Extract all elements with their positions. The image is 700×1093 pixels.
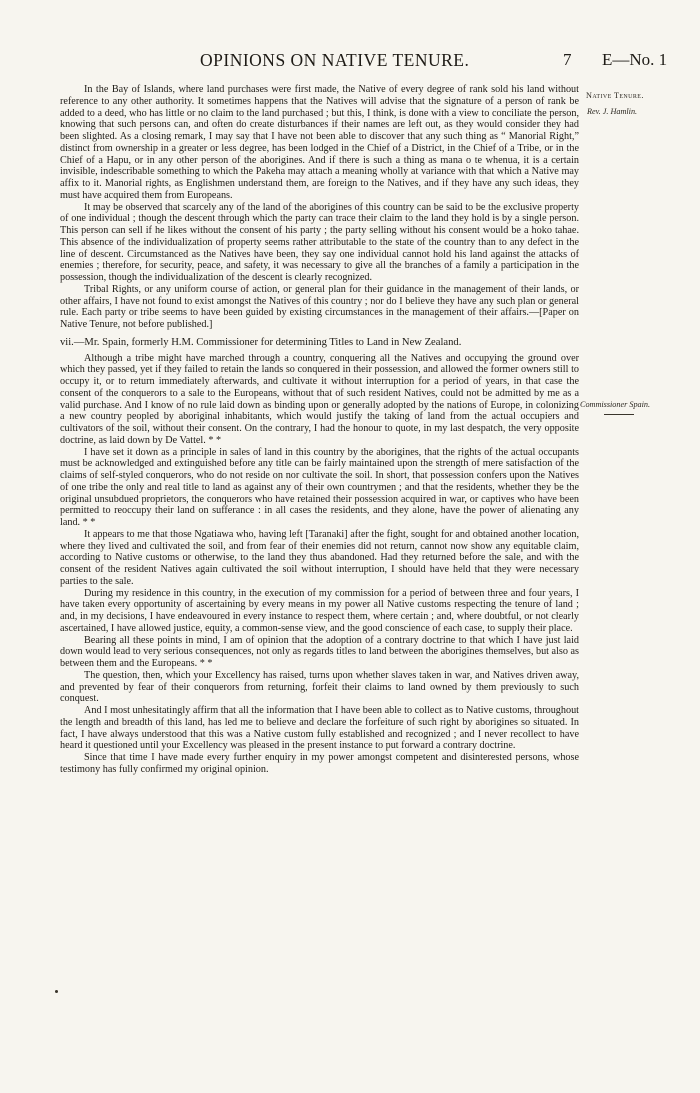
margin-note-hamlin: Rev. J. Hamlin. — [587, 107, 638, 116]
margin-note-native-tenure: Native Tenure. — [586, 91, 644, 100]
paragraph: Since that time I have made every further enquiry in my power amongst competent and disinterested persons, whose testimony has fully confirmed my original opinion. — [60, 752, 579, 775]
paragraph: It may be observed that scarcely any of the land of the aborigines of this country can be said to be the exclusive property of one individual ; though the descent through which the party can trace their claim to the land they hold is by a single person. This person can sell if he likes without the consent of his party ; the party selling without his consent would be a hoko tahae. This absence of the individualization of property seems rather attributable to the state of the country than to any defect in the line of descent. Circumstanced as the Natives have been, they say one individual cannot hold his land against the attacks of enemies ; therefore, for security, peace, and safety, it was necessary to give all the branches of a family a participation in the possession, though the individualization of the descent is clearly recognized. — [60, 201, 579, 283]
margin-note-spain: Commissioner Spain. — [580, 400, 651, 409]
paragraph: And I most unhesitatingly affirm that all the information that I have been able to collect as to Native customs, throughout the length and breadth of this land, has led me to believe and declare the forfeiture of such right by aborigines so situated. In fact, I have always understood that this was a Native custom fully established and recognized ; and I never recollect to have heard it questioned until your Excellency was pleased in the present instance to put forward a contrary doctrine. — [60, 705, 579, 752]
document-reference: E—No. 1 — [602, 50, 668, 69]
paragraph: Bearing all these points in mind, I am of opinion that the adoption of a contrary doctrine to that which I have just laid down would lead to very serious consequences, not only as regards titles to land between the aborigines themselves, but also as between them and the Europeans. * * — [60, 634, 579, 669]
margin-rule — [604, 414, 634, 415]
paragraph: During my residence in this country, in the execution of my commission for a period of between three and four years, I have taken every opportunity of ascertaining by every means in my power all Native customs respecting the tenure of land ; and, in my decisions, I have endeavoured in every instance to respect them, where certain ; and, where doubtful, or not clearly ascertained, I have allowed justice, equity, a common-sense view, and the good conscience of each case, to supply their place. — [60, 587, 579, 634]
page-number: 7 — [563, 50, 572, 69]
paragraph: In the Bay of Islands, where land purchases were first made, the Native of every degree of rank sold his land without reference to any other authority. It sometimes happens that the Natives will advise that the signature of a person of rank be added to a deed, who has little or no claim to the land purchased ; but this, I think, is done with a view to conciliate the person, knowing that such persons can, and often do create disturbances if their names are left out, as they would consider they had been slighted. As a closing remark, I may say that I have not been able to discover that any such thing as “ Manorial Right,” distinct from ownership in a greater or less degree, has been lodged in the Chief of a District, in the Chief of a Tribe, or in the Chief of a Hapu, or in any other person of the aborigines. And if there is such a thing as mana o te whenua, it is a certain invisible, indescribable something to which the Pakeha may attach a meaning wholly at variance with that which a Native may affix to it. Manorial rights, as Englishmen understand them, are foreign to the Natives, and if they have any such ideas, they must have acquired them from Europeans. — [60, 84, 579, 201]
paragraph: Although a tribe might have marched through a country, conquering all the Natives and occupying the ground over which they passed, yet if they failed to retain the lands so conquered in their possession, and allowed the former owners still to occupy it, or to return immediately afterwards, and cultivate it without interruption for a period of years, in that case the consent of the conquerors to a sale to the Europeans, without that of such resident Natives, could not be admitted by me as a valid purchase. And I know of no rule laid down as binding upon or generally adopted by the nations of Europe, in colonizing a new country peopled by aboriginal inhabitants, which would justify the taking of land from the actual occupiers and cultivators of the soil, without their consent. On the contrary, I had the honour to quote, in my last despatch, the very opposite doctrine, as laid down by De Vattel. * * — [60, 352, 579, 446]
paragraph: It appears to me that those Ngatiawa who, having left [Taranaki] after the fight, sought for and obtained another location, where they lived and cultivated the soil, and from fear of their enemies did not return, cannot now show any equitable claim, according to Native customs or otherwise, to the land they thus abandoned. Had they returned before the sale, and with the consent of the resident Natives again cultivated the soil without interruption, I should have held that they were necessary parties to the sale. — [60, 528, 579, 587]
section-heading: vii.—Mr. Spain, formerly H.M. Commissioner for determining Titles to Land in New Zealand. — [60, 336, 462, 348]
ink-spot — [55, 990, 58, 993]
paragraph: Tribal Rights, or any uniform course of action, or general plan for their guidance in the management of their lands, or other affairs, I have not found to exist amongst the Natives of this country ; nor do I believe they have any such plan or general rule. Each party or tribe seems to have been guided by existing circumstances in the management of their affairs.—[Paper on Native Tenure, not before published.] — [60, 283, 579, 330]
running-title: OPINIONS ON NATIVE TENURE. — [200, 50, 470, 70]
body-text — [60, 84, 579, 776]
page-header — [0, 50, 700, 74]
paragraph: I have set it down as a principle in sales of land in this country by the aborigines, that the rights of the actual occupants must be acknowledged and extinguished before any title can be fairly maintained upon the strength of mere satisfaction of the claims of self-styled conquerors, who do not reside on nor cultivate the soil. In short, that possession confers upon the Natives of one tribe the only and real title to land as against any of their own countrymen ; and that the residents, whether they be the original unsubdued proprietors, the conquerors who have retained their possession acquired in war, or captives who have been permitted to reoccupy their land on sufferance : in all cases the residents, and they alone, have the power of alienating any land. * * — [60, 446, 579, 528]
paragraph: The question, then, which your Excellency has raised, turns upon whether slaves taken in war, and Natives driven away, and prevented by fear of their conquerors from returning, forfeit their claims to land owned by them previously to such conquest. — [60, 669, 579, 705]
